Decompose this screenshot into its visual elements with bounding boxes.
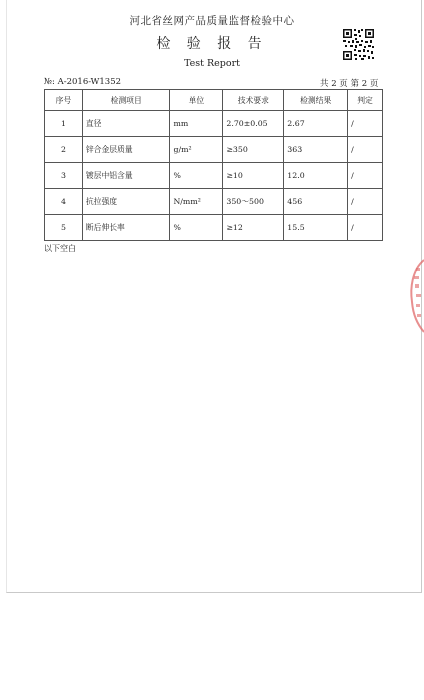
cell-unit: % — [170, 215, 223, 241]
column-header-unit: 单位 — [170, 90, 223, 111]
cell-requirement: 350～500 — [223, 189, 284, 215]
official-seal-stamp — [404, 258, 424, 334]
report-number: №: A-2016-W1352 — [44, 77, 122, 87]
cell-verdict: / — [348, 189, 383, 215]
cell-item: 抗拉强度 — [82, 189, 170, 215]
cell-result: 456 — [284, 189, 348, 215]
table-header-row — [45, 90, 383, 111]
cell-result: 15.5 — [284, 215, 348, 241]
column-header-no: 序号 — [45, 90, 83, 111]
qr-code-icon — [342, 28, 375, 61]
cell-unit: % — [170, 163, 223, 189]
report-title-cn: 检 验 报 告 — [156, 36, 268, 52]
table-row — [45, 189, 383, 215]
cell-no: 3 — [45, 163, 83, 189]
column-header-item: 检测项目 — [82, 90, 170, 111]
cell-item: 断后伸长率 — [82, 215, 170, 241]
cell-result: 363 — [284, 137, 348, 163]
cell-result: 12.0 — [284, 163, 348, 189]
table-row — [45, 111, 383, 137]
blank-below-note: 以下空白 — [44, 244, 76, 253]
table-row — [45, 215, 383, 241]
cell-unit: N/mm² — [170, 189, 223, 215]
organization-name: 河北省丝网产品质量监督检验中心 — [129, 15, 295, 27]
cell-verdict: / — [348, 137, 383, 163]
cell-requirement: ≥10 — [223, 163, 284, 189]
table-row — [45, 137, 383, 163]
column-header-result: 检测结果 — [284, 90, 348, 111]
cell-requirement: ≥350 — [223, 137, 284, 163]
cell-unit: mm — [170, 111, 223, 137]
table-row — [45, 163, 383, 189]
cell-no: 4 — [45, 189, 83, 215]
cell-requirement: ≥12 — [223, 215, 284, 241]
test-results-table — [44, 89, 383, 241]
cell-unit: g/m² — [170, 137, 223, 163]
column-header-requirement: 技术要求 — [223, 90, 284, 111]
cell-no: 1 — [45, 111, 83, 137]
cell-no: 5 — [45, 215, 83, 241]
cell-result: 2.67 — [284, 111, 348, 137]
page-indicator: 共 2 页 第 2 页 — [320, 79, 379, 89]
column-header-verdict: 判定 — [348, 90, 383, 111]
cell-verdict: / — [348, 215, 383, 241]
report-title-en: Test Report — [184, 58, 240, 69]
cell-verdict: / — [348, 111, 383, 137]
cell-verdict: / — [348, 163, 383, 189]
cell-no: 2 — [45, 137, 83, 163]
cell-item: 直径 — [82, 111, 170, 137]
cell-item: 镀层中铝含量 — [82, 163, 170, 189]
cell-requirement: 2.70±0.05 — [223, 111, 284, 137]
cell-item: 锌合金层质量 — [82, 137, 170, 163]
